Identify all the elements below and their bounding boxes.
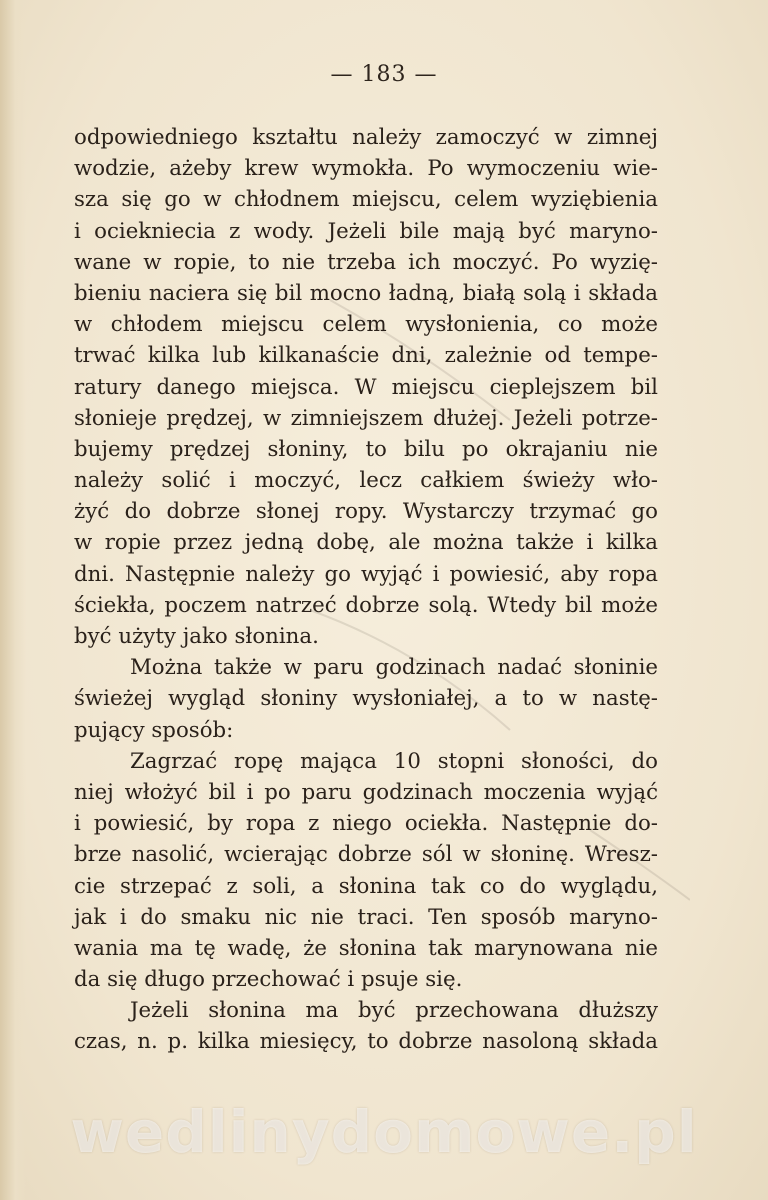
text-line: ściekła, poczem natrzeć dobrze solą. Wtedy bil może [74, 592, 658, 618]
watermark: wedlinydomowe.pl [70, 1098, 698, 1166]
text-line: czas, n. p. kilka miesięcy, to dobrze nasoloną składa [74, 1029, 658, 1055]
text-line: i ociekniecia z wody. Jeżeli bile mają być maryno- [74, 218, 658, 244]
text-line: sza się go w chłodnem miejscu, celem wyziębienia [74, 187, 658, 213]
page-binding-edge [0, 0, 26, 1200]
text-line: świeżej wygląd słoniny wysłoniałej, a to w nastę- [74, 686, 658, 712]
text-line: dni. Następnie należy go wyjąć i powiesić, aby ropa [74, 561, 658, 587]
text-line: ratury danego miejsca. W miejscu cieplejszem bil [74, 374, 658, 400]
text-line: Można także w paru godzinach nadać słoninie [130, 655, 658, 681]
text-line: pujący sposób: [74, 717, 234, 743]
text-line: Zagrzać ropę mająca 10 stopni słoności, do [130, 748, 658, 774]
text-line: bieniu naciera się bil mocno ładną, białą solą i składa [74, 280, 658, 306]
text-line: być użyty jako słonina. [74, 624, 319, 649]
text-line: brze nasolić, wcierając dobrze sól w słoninę. Wresz- [74, 842, 658, 868]
text-line: trwać kilka lub kilkanaście dni, zależnie od tempe- [74, 343, 658, 369]
text-line: niej włożyć bil i po paru godzinach moczenia wyjąć [74, 779, 658, 805]
text-line: odpowiedniego kształtu należy zamoczyć w zimnej [74, 125, 658, 150]
text-line: Jeżeli słonina ma być przechowana dłuższy [130, 998, 658, 1024]
text-line: da się długo przechować i psuje się. [74, 967, 463, 993]
text-line: wania ma tę wadę, że słonina tak marynowana nie [74, 935, 658, 961]
text-line: w ropie przez jedną dobę, ale można także i kilka [74, 530, 658, 556]
text-line: cie strzepać z soli, a słonina tak co do wyglądu, [74, 873, 658, 899]
text-line: jak i do smaku nic nie traci. Ten sposób maryno- [74, 904, 658, 930]
text-line: bujemy prędzej słoniny, to bilu po okrajaniu nie [74, 436, 658, 462]
text-line: należy solić i moczyć, lecz całkiem świeży wło- [74, 468, 658, 494]
text-line: wane w ropie, to nie trzeba ich moczyć. Po wyzię- [74, 249, 658, 275]
body-text [74, 122, 658, 1058]
page-number: — 183 — [330, 62, 438, 87]
text-line: żyć do dobrze słonej ropy. Wystarczy trzymać go [74, 499, 658, 525]
text-line: w chłodem miejscu celem wysłonienia, co może [74, 312, 658, 338]
text-line: i powiesić, by ropa z niego ociekła. Następnie do- [74, 811, 658, 837]
text-line: słonieje prędzej, w zimniejszem dłużej. Jeżeli potrze- [74, 405, 658, 431]
text-line: wodzie, ażeby krew wymokła. Po wymoczeniu wie- [74, 156, 658, 182]
